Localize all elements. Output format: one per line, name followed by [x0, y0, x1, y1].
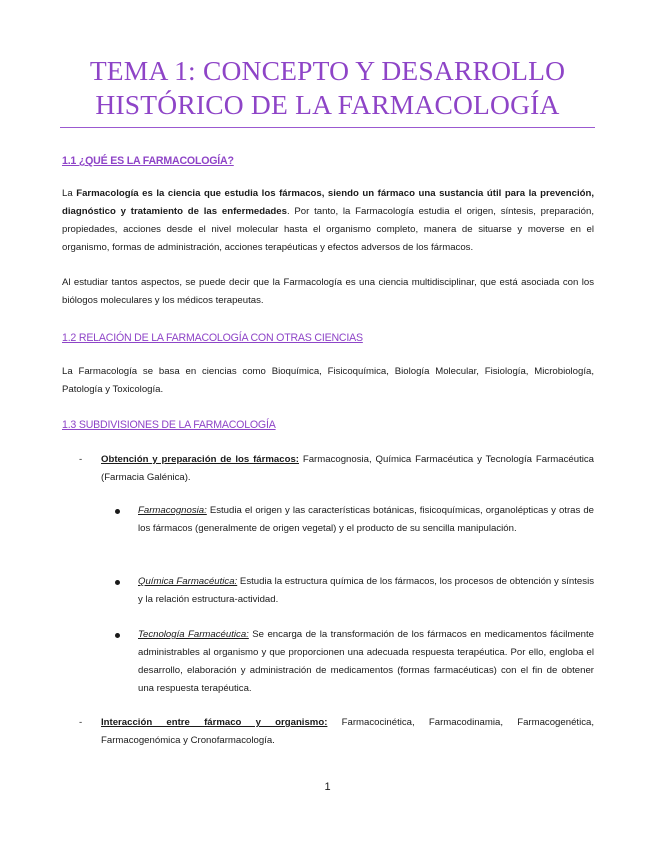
- page-number: 1: [324, 781, 331, 793]
- definition-intro: La: [62, 188, 77, 199]
- sub-item-text: [138, 573, 594, 609]
- sub-item-text: [138, 626, 594, 698]
- bullet-marker: [115, 509, 120, 514]
- paragraph-definition: [62, 185, 594, 257]
- definition-rest: . Por tanto, la Farmacología estudia el origen, síntesis, preparación, propiedades, acciones desde el nivel molecular hasta el organismo completo, manera de situarse y moverse en el organismo, formas de administración, acciones terapéuticas y efectos adversos de los fármacos.: [62, 206, 594, 253]
- list-item-body: Farmacocinética, Farmacodinamia, Farmacogenética, Farmacogenómica y Cronofarmacología.: [101, 717, 594, 746]
- definition-body: es la ciencia que estudia los fármacos, siendo un fármaco una sustancia útil para la prevención, diagnóstico y tratamiento de las enfermedades: [62, 188, 594, 217]
- section-heading-1-1: 1.1 ¿QUÉ ES LA FARMACOLOGÍA?: [62, 155, 234, 167]
- title-line-2: HISTÓRICO DE LA FARMACOLOGÍA: [95, 89, 560, 120]
- sub-item-text: [138, 502, 594, 538]
- sub-item-body: Estudia la estructura química de los fármacos, los procesos de obtención y síntesis y la relación estructura-actividad.: [138, 576, 594, 605]
- section-heading-1-2: 1.2 RELACIÓN DE LA FARMACOLOGÍA CON OTRAS CIENCIAS: [62, 332, 363, 344]
- bullet-marker: [115, 580, 120, 585]
- list-item-body: Farmacognosia, Química Farmacéutica y Tecnología Farmacéutica (Farmacia Galénica).: [101, 454, 594, 483]
- sub-item-lead: Química Farmacéutica:: [138, 576, 238, 587]
- bullet-marker: [115, 633, 120, 638]
- definition-term: Farmacología: [76, 188, 139, 199]
- paragraph-related-sciences: La Farmacología se basa en ciencias como Bioquímica, Fisicoquímica, Biología Molecular, Fisiología, Microbiología, Patología y Toxicología.: [62, 366, 594, 395]
- title-line-1: TEMA 1: CONCEPTO Y DESARROLLO: [89, 55, 566, 86]
- list-item-text: [101, 451, 594, 487]
- sub-item-lead: Farmacognosia:: [138, 505, 207, 516]
- dash-marker: -: [79, 717, 83, 728]
- sub-item-lead: Tecnología Farmacéutica:: [138, 629, 249, 640]
- list-item-lead: Obtención y preparación de los fármacos:: [101, 454, 299, 465]
- page-title: [60, 54, 595, 122]
- sub-item-body: Se encarga de la transformación de los fármacos en medicamentos fácilmente administrables al organismo y que proporcionen una adecuada respuesta terapéutica. Por ello, engloba el desarrollo, elaboración y administración de medicamentos (formas farmacéuticas) con el fin de obtener una respuesta terapéutica.: [138, 629, 594, 694]
- dash-marker: -: [79, 454, 83, 465]
- sub-item-body: Estudia el origen y las características botánicas, fisicoquímicas, organolépticas y otras de los fármacos (generalmente de origen vegetal) y el producto de su sencilla manipulación.: [138, 505, 594, 534]
- section-heading-1-3: 1.3 SUBDIVISIONES DE LA FARMACOLOGÍA: [62, 419, 276, 431]
- list-item-lead: Interacción entre fármaco y organismo:: [101, 717, 328, 728]
- paragraph-multidisciplinary: Al estudiar tantos aspectos, se puede decir que la Farmacología es una ciencia multidisciplinar, que está asociada con los biólogos moleculares y los médicos terapeutas.: [62, 277, 594, 306]
- title-divider: [60, 127, 595, 128]
- list-item-text: [101, 714, 594, 750]
